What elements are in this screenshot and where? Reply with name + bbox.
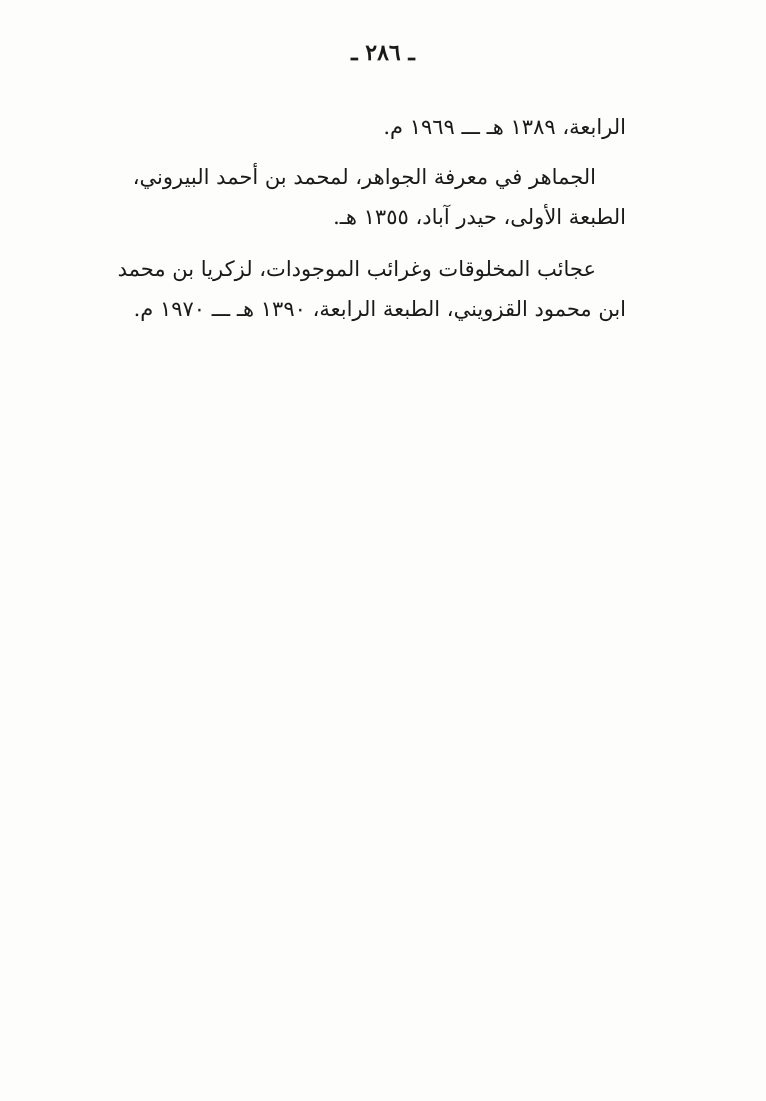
entry-line: الرابعة، ١٣٨٩ هـ ـــ ١٩٦٩ م. xyxy=(383,115,626,139)
entry-line: الطبعة الأولى، حيدر آباد، ١٣٥٥ هـ. xyxy=(333,205,626,229)
entry-line: الجماهر في معرفة الجواهر، لمحمد بن أحمد البيروني، xyxy=(132,165,596,189)
bibliography-entry-jamahir xyxy=(132,157,626,237)
entry-line: عجائب المخلوقات وغرائب الموجودات، لزكريا بن محمد xyxy=(117,257,596,281)
bibliography-entry-ajaib xyxy=(117,249,626,329)
page-number: ـ ٢٨٦ ـ xyxy=(351,40,415,66)
bibliography-entry-continuation xyxy=(136,107,626,147)
entry-line: ابن محمود القزويني، الطبعة الرابعة، ١٣٩٠ هـ ـــ ١٩٧٠ م. xyxy=(133,297,626,321)
